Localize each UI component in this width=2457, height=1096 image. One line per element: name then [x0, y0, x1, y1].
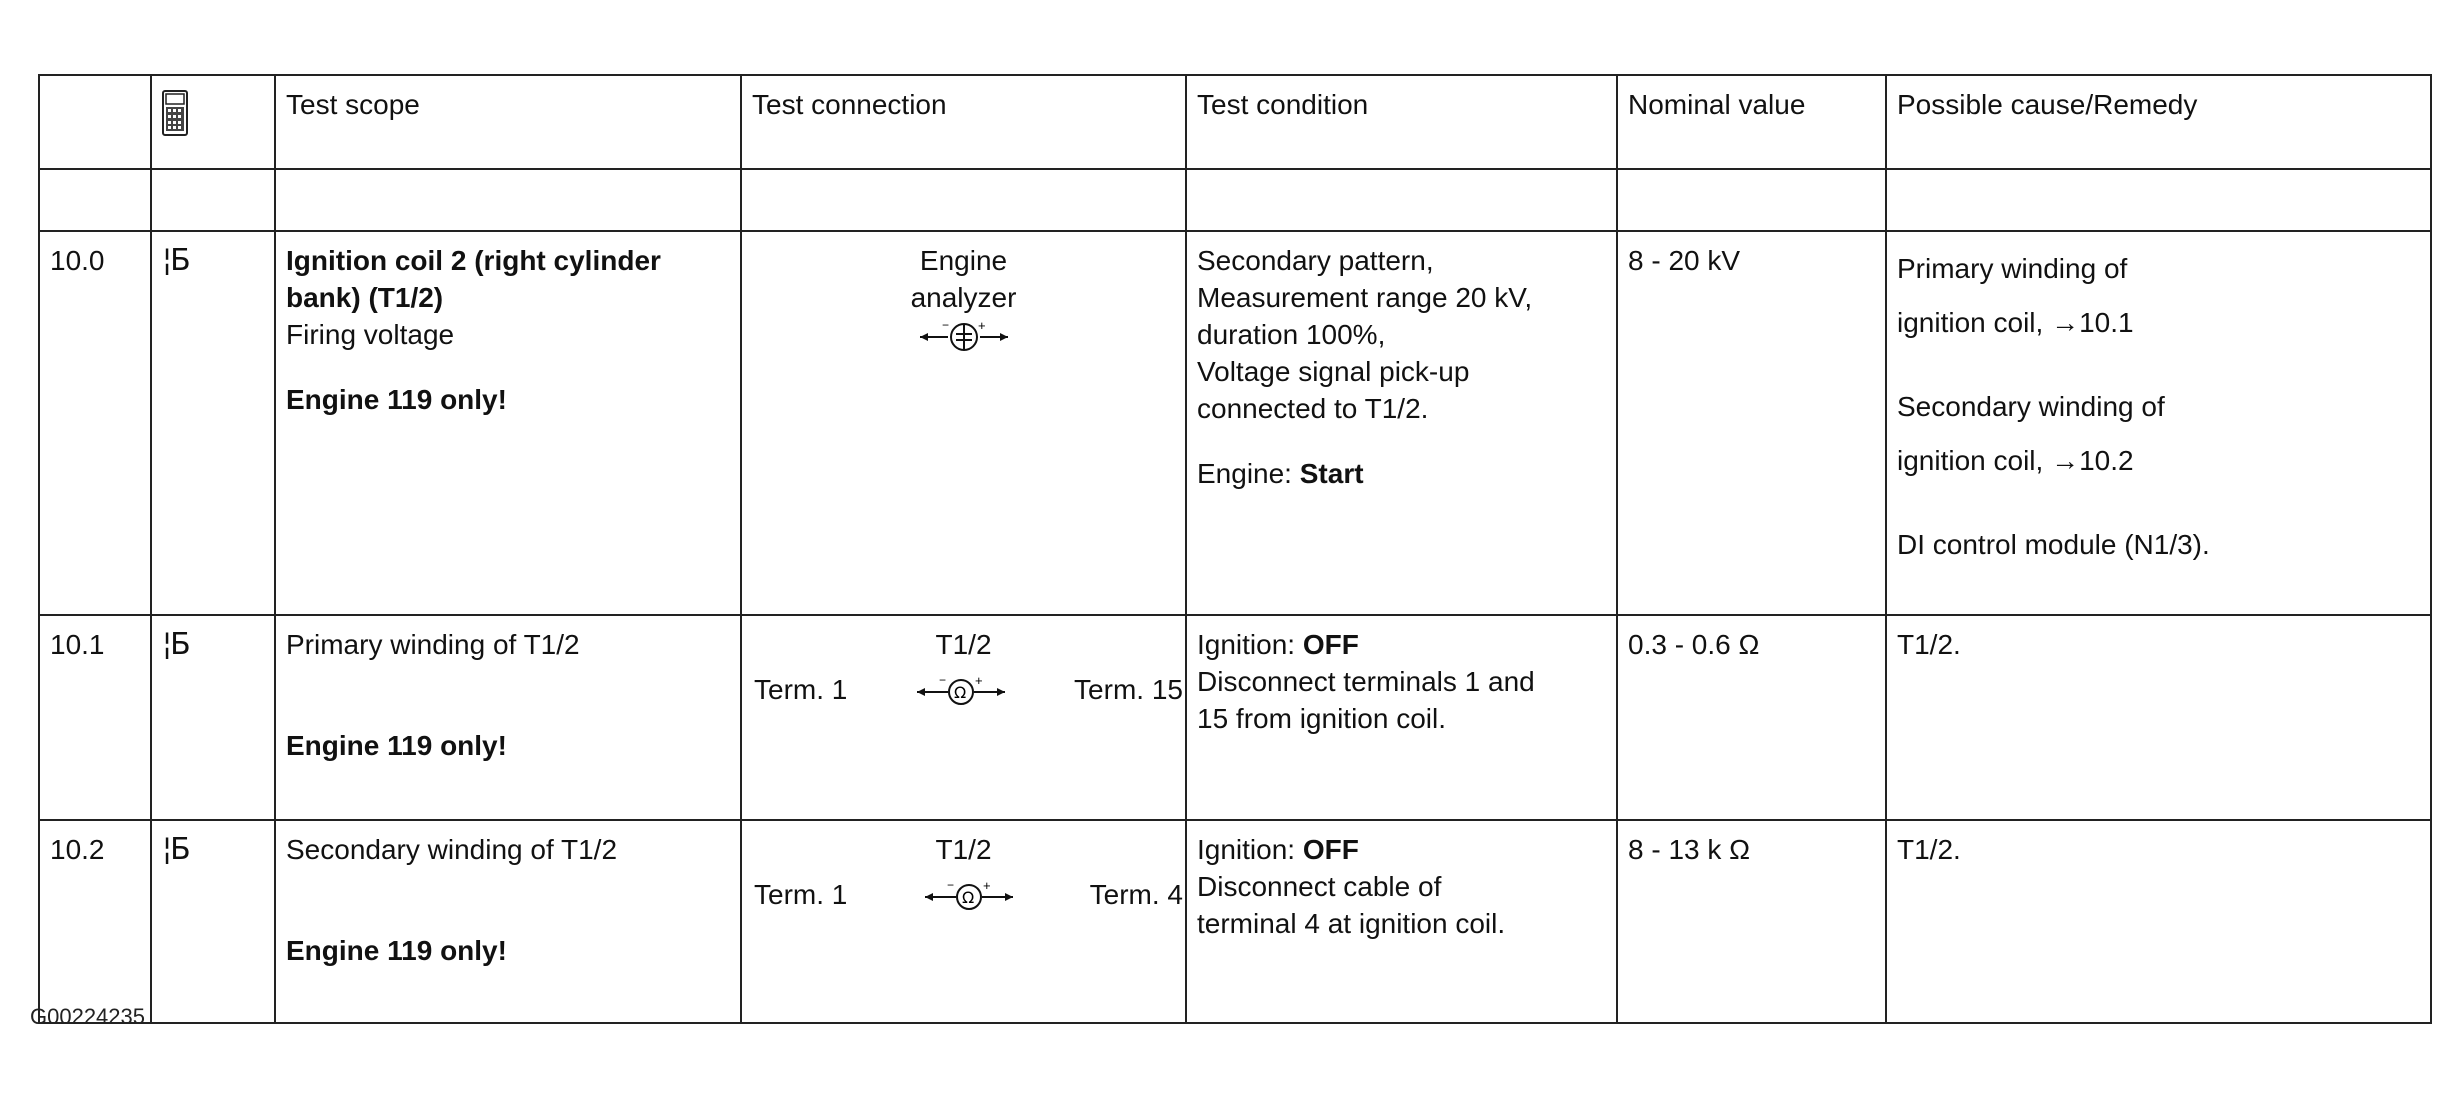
test-scope-cell — [275, 231, 741, 615]
nominal-value: 0.3 - 0.6 Ω — [1617, 615, 1886, 820]
table-row — [39, 231, 2431, 615]
condition-line: duration 100%, — [1197, 319, 1386, 350]
condition-line: Secondary pattern, — [1197, 245, 1434, 276]
header-cause-remedy: Possible cause/Remedy — [1886, 75, 2431, 169]
nominal-value: 8 - 13 k Ω — [1617, 820, 1886, 1023]
header-row — [39, 75, 2431, 169]
svg-text:−: − — [938, 672, 946, 687]
step-tool-glyph — [151, 615, 275, 820]
test-connection-cell — [741, 615, 1186, 820]
scope-title: Primary winding of T1/2 — [286, 629, 580, 660]
cause-remedy-cell — [1886, 231, 2431, 615]
test-scope-cell — [275, 615, 741, 820]
step-number: 10.2 — [39, 820, 151, 1023]
terminal-left: Term. 1 — [754, 674, 848, 705]
spacer-row — [39, 169, 2431, 231]
connection-terminals — [752, 876, 1183, 913]
remedy-line: DI control module (N1/3). — [1897, 529, 2210, 560]
header-test-condition: Test condition — [1186, 75, 1617, 169]
nominal-value: 8 - 20 kV — [1617, 231, 1886, 615]
test-connection-cell — [741, 820, 1186, 1023]
terminal-left: Term. 1 — [754, 879, 848, 910]
step-tool-glyph — [151, 231, 275, 615]
svg-text:Ω: Ω — [953, 682, 966, 702]
condition-line: Measurement range 20 kV, — [1197, 282, 1533, 313]
scope-title: Ignition coil 2 (right cylinder bank) (T1/2) — [286, 245, 661, 313]
header-step — [39, 75, 151, 169]
header-nominal-value: Nominal value — [1617, 75, 1886, 169]
test-connection-cell — [741, 231, 1186, 615]
remedy-line: ignition coil, →10.2 — [1897, 445, 2134, 476]
connection-line: analyzer — [910, 282, 1017, 313]
remedy-line: Primary winding of — [1897, 253, 2128, 284]
condition-engine: Engine: Start — [1197, 458, 1364, 489]
scope-note: Engine 119 only! — [286, 384, 507, 415]
connection-title: T1/2 — [935, 629, 992, 660]
condition-line: Disconnect terminals 1 and — [1197, 666, 1535, 697]
step-number: 10.0 — [39, 231, 151, 615]
diagnostic-test-table — [38, 74, 2430, 1024]
test-table — [38, 74, 2432, 1024]
condition-line: 15 from ignition coil. — [1197, 703, 1447, 734]
condition-ignition: Ignition: OFF — [1197, 834, 1359, 865]
svg-text:−: − — [941, 318, 949, 332]
table-row — [39, 820, 2431, 1023]
remedy-line: Secondary winding of — [1897, 391, 2165, 422]
tester-device-icon — [162, 90, 188, 136]
scope-note: Engine 119 only! — [286, 935, 507, 966]
svg-text:+: + — [974, 672, 983, 688]
condition-line: terminal 4 at ignition coil. — [1197, 908, 1506, 939]
scope-subtitle: Firing voltage — [286, 319, 455, 350]
terminal-right: Term. 15 — [1074, 674, 1183, 705]
connection-title: T1/2 — [935, 834, 992, 865]
condition-ignition: Ignition: OFF — [1197, 629, 1359, 660]
step-tool-glyph — [151, 820, 275, 1023]
header-tool — [151, 75, 275, 169]
ohmmeter-icon — [923, 877, 1015, 913]
tester-step-icon: ¦Б — [162, 627, 189, 662]
test-condition-cell — [1186, 820, 1617, 1023]
terminal-right: Term. 4 — [1089, 879, 1183, 910]
svg-text:Ω: Ω — [961, 887, 974, 907]
scope-title: Secondary winding of T1/2 — [286, 834, 618, 865]
condition-line: Voltage signal pick-up — [1197, 356, 1470, 387]
svg-text:−: − — [946, 877, 954, 892]
engine-analyzer-icon — [918, 319, 1010, 355]
condition-line: Disconnect cable of — [1197, 871, 1442, 902]
condition-line: connected to T1/2. — [1197, 393, 1429, 424]
test-condition-cell — [1186, 231, 1617, 615]
svg-text:+: + — [982, 877, 991, 893]
test-condition-cell — [1186, 615, 1617, 820]
header-test-connection: Test connection — [741, 75, 1186, 169]
figure-id: G00224235 — [30, 1004, 145, 1029]
connection-terminals — [752, 671, 1183, 708]
test-scope-cell — [275, 820, 741, 1023]
header-test-scope: Test scope — [275, 75, 741, 169]
cause-remedy-cell: T1/2. — [1886, 615, 2431, 820]
table-row — [39, 615, 2431, 820]
tester-step-icon: ¦Б — [162, 832, 189, 867]
connection-line: Engine — [919, 245, 1008, 276]
svg-text:+: + — [977, 318, 986, 333]
scope-note: Engine 119 only! — [286, 730, 507, 761]
step-number: 10.1 — [39, 615, 151, 820]
ohmmeter-icon — [915, 672, 1007, 708]
tester-step-icon: ¦Б — [162, 243, 189, 278]
remedy-line: ignition coil, →10.1 — [1897, 307, 2134, 338]
cause-remedy-cell: T1/2. — [1886, 820, 2431, 1023]
